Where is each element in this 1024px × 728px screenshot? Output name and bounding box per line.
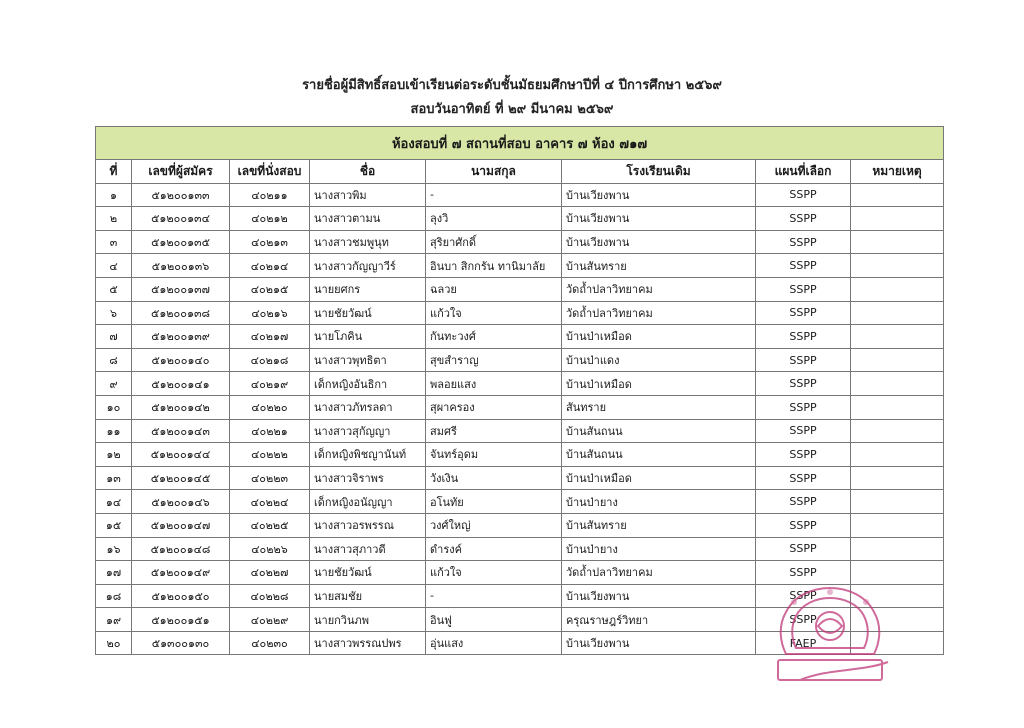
cell-seat-no: ๔๐๒๑๒ xyxy=(230,207,310,231)
cell-seat-no: ๔๐๒๒๕ xyxy=(230,513,310,537)
cell-last-name: อินฟู xyxy=(426,608,562,632)
table-row xyxy=(96,466,944,490)
cell-previous-school: บ้านสันทราย xyxy=(562,513,756,537)
cell-previous-school: บ้านเวียงพาน xyxy=(562,183,756,207)
table-row xyxy=(96,631,944,655)
cell-row-no: ๘ xyxy=(96,348,132,372)
cell-applicant-id: ๕๑๒๐๐๑๓๗ xyxy=(132,277,230,301)
cell-row-no: ๒ xyxy=(96,207,132,231)
cell-row-no: ๕ xyxy=(96,277,132,301)
cell-first-name: เด็กหญิงพิชญานันท์ xyxy=(310,443,426,467)
cell-previous-school: บ้านเวียงพาน xyxy=(562,207,756,231)
cell-plan: SSPP xyxy=(756,207,851,231)
col-header-first-name: ชื่อ xyxy=(310,160,426,184)
cell-last-name: ฉลวย xyxy=(426,277,562,301)
table-row xyxy=(96,254,944,278)
cell-last-name: วงศ์ใหญ่ xyxy=(426,513,562,537)
cell-seat-no: ๔๐๒๑๓ xyxy=(230,230,310,254)
cell-last-name: สุริยาศักดิ์ xyxy=(426,230,562,254)
cell-plan: SSPP xyxy=(756,372,851,396)
table-row xyxy=(96,395,944,419)
cell-remarks xyxy=(851,277,944,301)
cell-remarks xyxy=(851,301,944,325)
cell-plan: SSPP xyxy=(756,584,851,608)
table-row xyxy=(96,608,944,632)
cell-applicant-id: ๕๑๒๐๐๑๓๘ xyxy=(132,301,230,325)
exam-roster-table xyxy=(95,126,944,655)
header-row xyxy=(96,160,944,184)
cell-last-name: ดำรงค์ xyxy=(426,537,562,561)
cell-plan: SSPP xyxy=(756,348,851,372)
cell-first-name: นางสาวพิม xyxy=(310,183,426,207)
col-header-last-name: นามสกุล xyxy=(426,160,562,184)
cell-row-no: ๑ xyxy=(96,183,132,207)
cell-row-no: ๗ xyxy=(96,325,132,349)
cell-last-name: สมศรี xyxy=(426,419,562,443)
cell-row-no: ๑๒ xyxy=(96,443,132,467)
cell-remarks xyxy=(851,419,944,443)
cell-row-no: ๑๔ xyxy=(96,490,132,514)
cell-remarks xyxy=(851,631,944,655)
table-row xyxy=(96,561,944,585)
cell-applicant-id: ๕๑๒๐๐๑๔๔ xyxy=(132,443,230,467)
cell-last-name: สุขสำราญ xyxy=(426,348,562,372)
col-header-seat-no: เลขที่นั่งสอบ xyxy=(230,160,310,184)
cell-remarks xyxy=(851,537,944,561)
cell-remarks xyxy=(851,254,944,278)
cell-row-no: ๖ xyxy=(96,301,132,325)
exam-date: สอบวันอาทิตย์ ที่ ๒๙ มีนาคม ๒๕๖๙ xyxy=(410,102,614,117)
cell-plan: SSPP xyxy=(756,277,851,301)
cell-previous-school: บ้านสันถนน xyxy=(562,443,756,467)
cell-seat-no: ๔๐๒๒๘ xyxy=(230,584,310,608)
cell-remarks xyxy=(851,395,944,419)
cell-seat-no: ๔๐๒๓๐ xyxy=(230,631,310,655)
cell-seat-no: ๔๐๒๑๖ xyxy=(230,301,310,325)
cell-last-name: อุ่นแสง xyxy=(426,631,562,655)
cell-last-name: แก้วใจ xyxy=(426,561,562,585)
cell-row-no: ๑๐ xyxy=(96,395,132,419)
cell-applicant-id: ๕๑๒๐๐๑๓๓ xyxy=(132,183,230,207)
table-row xyxy=(96,230,944,254)
cell-plan: SSPP xyxy=(756,537,851,561)
cell-row-no: ๑๖ xyxy=(96,537,132,561)
cell-plan: SSPP xyxy=(756,395,851,419)
cell-plan: SSPP xyxy=(756,230,851,254)
cell-last-name: อโนทัย xyxy=(426,490,562,514)
cell-applicant-id: ๕๑๒๐๐๑๔๗ xyxy=(132,513,230,537)
cell-row-no: ๑๘ xyxy=(96,584,132,608)
table-row xyxy=(96,183,944,207)
cell-previous-school: บ้านสันถนน xyxy=(562,419,756,443)
cell-last-name: ลุงวิ xyxy=(426,207,562,231)
cell-applicant-id: ๕๑๒๐๐๑๓๙ xyxy=(132,325,230,349)
cell-previous-school: วัดถ้ำปลาวิทยาคม xyxy=(562,561,756,585)
cell-row-no: ๔ xyxy=(96,254,132,278)
cell-last-name: พลอยแสง xyxy=(426,372,562,396)
table-row xyxy=(96,325,944,349)
cell-plan: SSPP xyxy=(756,325,851,349)
table-row xyxy=(96,419,944,443)
cell-row-no: ๑๙ xyxy=(96,608,132,632)
cell-applicant-id: ๕๑๒๐๐๑๕๑ xyxy=(132,608,230,632)
cell-remarks xyxy=(851,372,944,396)
cell-previous-school: บ้านเวียงพาน xyxy=(562,230,756,254)
cell-applicant-id: ๕๑๒๐๐๑๔๖ xyxy=(132,490,230,514)
cell-remarks xyxy=(851,466,944,490)
cell-remarks xyxy=(851,230,944,254)
cell-seat-no: ๔๐๒๒๔ xyxy=(230,490,310,514)
table-row xyxy=(96,537,944,561)
cell-first-name: นายชัยวัฒน์ xyxy=(310,301,426,325)
cell-row-no: ๑๑ xyxy=(96,419,132,443)
cell-seat-no: ๔๐๒๒๐ xyxy=(230,395,310,419)
cell-seat-no: ๔๐๒๑๕ xyxy=(230,277,310,301)
cell-previous-school: สันทราย xyxy=(562,395,756,419)
cell-first-name: เด็กหญิงอันธิกา xyxy=(310,372,426,396)
cell-first-name: นายกวินภพ xyxy=(310,608,426,632)
cell-remarks xyxy=(851,183,944,207)
cell-plan: SSPP xyxy=(756,608,851,632)
col-header-applicant-id: เลขที่ผู้สมัคร xyxy=(132,160,230,184)
cell-last-name: อินบา สิกกรัน ทานิมาลัย xyxy=(426,254,562,278)
table-row xyxy=(96,513,944,537)
cell-last-name: กันทะวงศ์ xyxy=(426,325,562,349)
cell-first-name: นายชัยวัฒน์ xyxy=(310,561,426,585)
cell-first-name: นายโภคิน xyxy=(310,325,426,349)
cell-previous-school: บ้านป่ายาง xyxy=(562,490,756,514)
cell-seat-no: ๔๐๒๑๙ xyxy=(230,372,310,396)
cell-first-name: นางสาวพรรณปพร xyxy=(310,631,426,655)
table-row xyxy=(96,207,944,231)
table-row xyxy=(96,443,944,467)
col-header-no: ที่ xyxy=(96,160,132,184)
cell-applicant-id: ๕๑๒๐๐๑๔๒ xyxy=(132,395,230,419)
cell-seat-no: ๔๐๒๒๗ xyxy=(230,561,310,585)
col-header-previous-school: โรงเรียนเดิม xyxy=(562,160,756,184)
table-row xyxy=(96,372,944,396)
cell-seat-no: ๔๐๒๑๔ xyxy=(230,254,310,278)
cell-previous-school: บ้านเวียงพาน xyxy=(562,584,756,608)
table-row xyxy=(96,301,944,325)
cell-remarks xyxy=(851,513,944,537)
cell-remarks xyxy=(851,584,944,608)
cell-remarks xyxy=(851,608,944,632)
cell-seat-no: ๔๐๒๒๑ xyxy=(230,419,310,443)
table-row xyxy=(96,490,944,514)
exam-room-banner: ห้องสอบที่ ๗ สถานที่สอบ อาคาร ๗ ห้อง ๗๑๗ xyxy=(96,127,944,160)
cell-applicant-id: ๕๑๒๐๐๑๓๔ xyxy=(132,207,230,231)
cell-first-name: นางสาวสุภาวดี xyxy=(310,537,426,561)
cell-remarks xyxy=(851,325,944,349)
cell-seat-no: ๔๐๒๒๙ xyxy=(230,608,310,632)
cell-first-name: นางสาวจิราพร xyxy=(310,466,426,490)
cell-last-name: - xyxy=(426,183,562,207)
cell-previous-school: บ้านป่าแดง xyxy=(562,348,756,372)
cell-row-no: ๓ xyxy=(96,230,132,254)
col-header-remarks: หมายเหตุ xyxy=(851,160,944,184)
cell-first-name: นายยศกร xyxy=(310,277,426,301)
cell-first-name: นางสาวสุกัญญา xyxy=(310,419,426,443)
cell-row-no: ๑๗ xyxy=(96,561,132,585)
cell-first-name: เด็กหญิงอนัญญา xyxy=(310,490,426,514)
cell-plan: SSPP xyxy=(756,561,851,585)
cell-plan: SSPP xyxy=(756,513,851,537)
cell-plan: SSPP xyxy=(756,490,851,514)
cell-seat-no: ๔๐๒๑๘ xyxy=(230,348,310,372)
cell-plan: SSPP xyxy=(756,301,851,325)
cell-seat-no: ๔๐๒๒๒ xyxy=(230,443,310,467)
cell-applicant-id: ๕๑๒๐๐๑๕๐ xyxy=(132,584,230,608)
cell-row-no: ๙ xyxy=(96,372,132,396)
cell-previous-school: วัดถ้ำปลาวิทยาคม xyxy=(562,301,756,325)
cell-row-no: ๑๕ xyxy=(96,513,132,537)
cell-first-name: นางสาวภัทรลดา xyxy=(310,395,426,419)
cell-last-name: แก้วใจ xyxy=(426,301,562,325)
cell-applicant-id: ๕๑๒๐๐๑๔๘ xyxy=(132,537,230,561)
cell-applicant-id: ๕๑๒๐๐๑๔๙ xyxy=(132,561,230,585)
document-title: รายชื่อผู้มีสิทธิ์สอบเข้าเรียนต่อระดับชั้นมัธยมศึกษาปีที่ ๔ ปีการศึกษา ๒๕๖๙ xyxy=(302,78,722,93)
table-row xyxy=(96,277,944,301)
cell-remarks xyxy=(851,443,944,467)
cell-applicant-id: ๕๑๒๐๐๑๔๓ xyxy=(132,419,230,443)
cell-plan: FAEP xyxy=(756,631,851,655)
cell-applicant-id: ๕๑๒๐๐๑๔๐ xyxy=(132,348,230,372)
cell-first-name: นางสาวตามน xyxy=(310,207,426,231)
cell-first-name: นางสาวพุทธิตา xyxy=(310,348,426,372)
cell-plan: SSPP xyxy=(756,443,851,467)
cell-plan: SSPP xyxy=(756,419,851,443)
cell-previous-school: บ้านป่าเหมือด xyxy=(562,372,756,396)
cell-last-name: จันทร์อุดม xyxy=(426,443,562,467)
cell-applicant-id: ๕๑๒๐๐๑๓๕ xyxy=(132,230,230,254)
cell-plan: SSPP xyxy=(756,183,851,207)
cell-seat-no: ๔๐๒๑๗ xyxy=(230,325,310,349)
cell-first-name: นายสมชัย xyxy=(310,584,426,608)
cell-last-name: สุผาครอง xyxy=(426,395,562,419)
cell-seat-no: ๔๐๒๑๑ xyxy=(230,183,310,207)
cell-previous-school: บ้านเวียงพาน xyxy=(562,631,756,655)
cell-remarks xyxy=(851,207,944,231)
cell-applicant-id: ๕๑๒๐๐๑๔๑ xyxy=(132,372,230,396)
cell-previous-school: บ้านสันทราย xyxy=(562,254,756,278)
cell-row-no: ๑๓ xyxy=(96,466,132,490)
cell-first-name: นางสาวชมพูนุท xyxy=(310,230,426,254)
cell-previous-school: วัดถ้ำปลาวิทยาคม xyxy=(562,277,756,301)
cell-seat-no: ๔๐๒๒๓ xyxy=(230,466,310,490)
cell-applicant-id: ๕๑๒๐๐๑๓๖ xyxy=(132,254,230,278)
cell-previous-school: ครุณราษฎร์วิทยา xyxy=(562,608,756,632)
cell-remarks xyxy=(851,348,944,372)
col-header-plan: แผนที่เลือก xyxy=(756,160,851,184)
table-row xyxy=(96,584,944,608)
cell-plan: SSPP xyxy=(756,466,851,490)
cell-applicant-id: ๕๑๒๐๐๑๔๕ xyxy=(132,466,230,490)
cell-remarks xyxy=(851,561,944,585)
cell-plan: SSPP xyxy=(756,254,851,278)
cell-last-name: - xyxy=(426,584,562,608)
cell-remarks xyxy=(851,490,944,514)
cell-seat-no: ๔๐๒๒๖ xyxy=(230,537,310,561)
cell-applicant-id: ๕๑๓๐๐๑๓๐ xyxy=(132,631,230,655)
table-row xyxy=(96,348,944,372)
cell-last-name: วังเงิน xyxy=(426,466,562,490)
cell-previous-school: บ้านป่าเหมือด xyxy=(562,466,756,490)
cell-previous-school: บ้านป่าเหมือด xyxy=(562,325,756,349)
cell-row-no: ๒๐ xyxy=(96,631,132,655)
cell-previous-school: บ้านป่ายาง xyxy=(562,537,756,561)
cell-first-name: นางสาวอรพรรณ xyxy=(310,513,426,537)
cell-first-name: นางสาวกัญญาวีร์ xyxy=(310,254,426,278)
